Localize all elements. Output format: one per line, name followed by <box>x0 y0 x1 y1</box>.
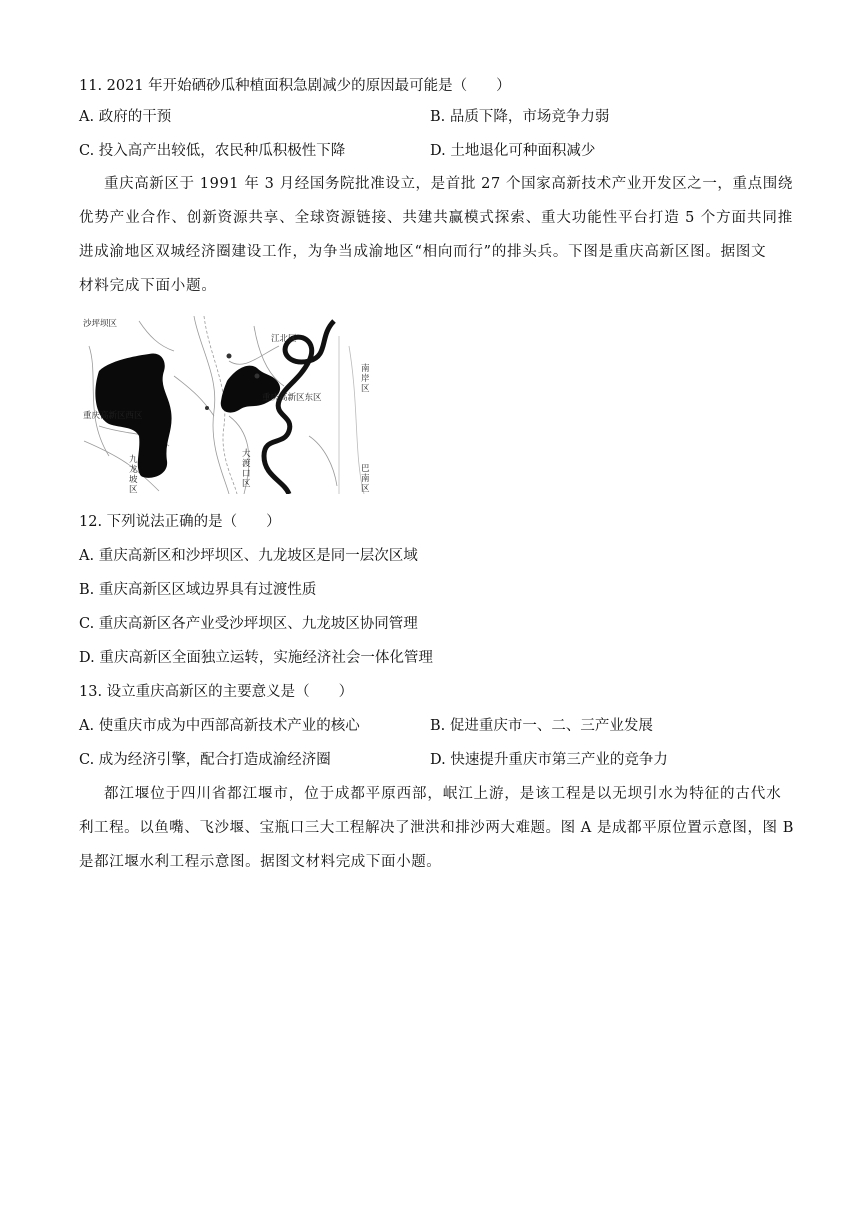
passage1-line2: 优势产业合作、创新资源共享、全球资源链接、共建共赢模式探索、重大功能性平台打造 5 个方面共同推 <box>79 210 794 226</box>
svg-text:区: 区 <box>361 484 370 494</box>
svg-text:巴: 巴 <box>361 464 370 474</box>
q12-option-c: C. 重庆高新区各产业受沙坪坝区、九龙坡区协同管理 <box>79 616 418 632</box>
map-label-dadukou <box>242 448 251 489</box>
map-label-jiulongpo <box>129 454 138 494</box>
svg-text:坡: 坡 <box>129 475 138 485</box>
map-label-nanan <box>361 363 370 394</box>
map-label-west-zone: 重庆高新区西区 <box>83 411 143 421</box>
svg-text:九: 九 <box>129 455 138 465</box>
passage2-line2: 利工程。以鱼嘴、飞沙堰、宝瓶口三大工程解决了泄洪和排沙两大难题。图 A 是成都平原位置示意图，图 B <box>79 820 794 836</box>
q12-stem: 12. 下列说法正确的是（ ） <box>79 514 281 530</box>
q11-option-c: C. 投入高产出较低，农民种瓜积极性下降 <box>79 143 346 159</box>
svg-text:南: 南 <box>361 474 370 484</box>
q11-option-a: A. 政府的干预 <box>79 109 172 125</box>
chongqing-hightech-zone-map <box>79 316 379 494</box>
passage2-line3: 是都江堰水利工程示意图。据图文材料完成下面小题。 <box>79 854 442 870</box>
q12-option-a: A. 重庆高新区和沙坪坝区、九龙坡区是同一层次区域 <box>79 548 418 564</box>
q13-option-c: C. 成为经济引擎，配合打造成渝经济圈 <box>79 752 331 768</box>
svg-text:岸: 岸 <box>361 374 370 384</box>
q12-option-b: B. 重庆高新区区域边界具有过渡性质 <box>79 582 317 598</box>
q11-stem: 11. 2021 年开始硒砂瓜种植面积急剧减少的原因最可能是（ ） <box>79 78 511 94</box>
svg-text:区: 区 <box>361 384 370 394</box>
map-label-banan <box>361 464 370 494</box>
map-label-east-zone: 重庆高新区东区 <box>262 393 322 403</box>
passage2-line1: 都江堰位于四川省都江堰市，位于成都平原西部，岷江上游，是该工程是以无坝引水为特征的古代水 <box>104 786 782 802</box>
passage1-line3: 进成渝地区双城经济圈建设工作，为争当成渝地区“相向而行”的排头兵。下图是重庆高新区图。据图文 <box>79 244 767 260</box>
passage1-line1: 重庆高新区于 1991 年 3 月经国务院批准设立，是首批 27 个国家高新技术产业开发区之一，重点围绕 <box>104 176 793 192</box>
svg-text:南: 南 <box>361 364 370 374</box>
passage1-line4: 材料完成下面小题。 <box>79 278 217 294</box>
q11-option-b: B. 品质下降，市场竞争力弱 <box>430 109 610 125</box>
q13-option-a: A. 使重庆市成为中西部高新技术产业的核心 <box>79 718 360 734</box>
svg-text:渡: 渡 <box>242 459 251 469</box>
svg-text:口: 口 <box>242 469 251 479</box>
q13-option-d: D. 快速提升重庆市第三产业的竞争力 <box>430 752 668 768</box>
svg-text:龙: 龙 <box>129 465 138 475</box>
map-label-shapingba: 沙坪坝区 <box>83 319 118 329</box>
q12-option-d: D. 重庆高新区全面独立运转，实施经济社会一体化管理 <box>79 650 433 666</box>
q11-option-d: D. 土地退化可种面积减少 <box>430 143 596 159</box>
svg-text:大: 大 <box>242 449 251 459</box>
q13-stem: 13. 设立重庆高新区的主要意义是（ ） <box>79 684 354 700</box>
q13-option-b: B. 促进重庆市一、二、三产业发展 <box>430 718 653 734</box>
svg-text:区: 区 <box>129 485 138 494</box>
svg-text:区: 区 <box>242 479 251 489</box>
map-label-jiangbei: 江北区 <box>271 334 297 344</box>
